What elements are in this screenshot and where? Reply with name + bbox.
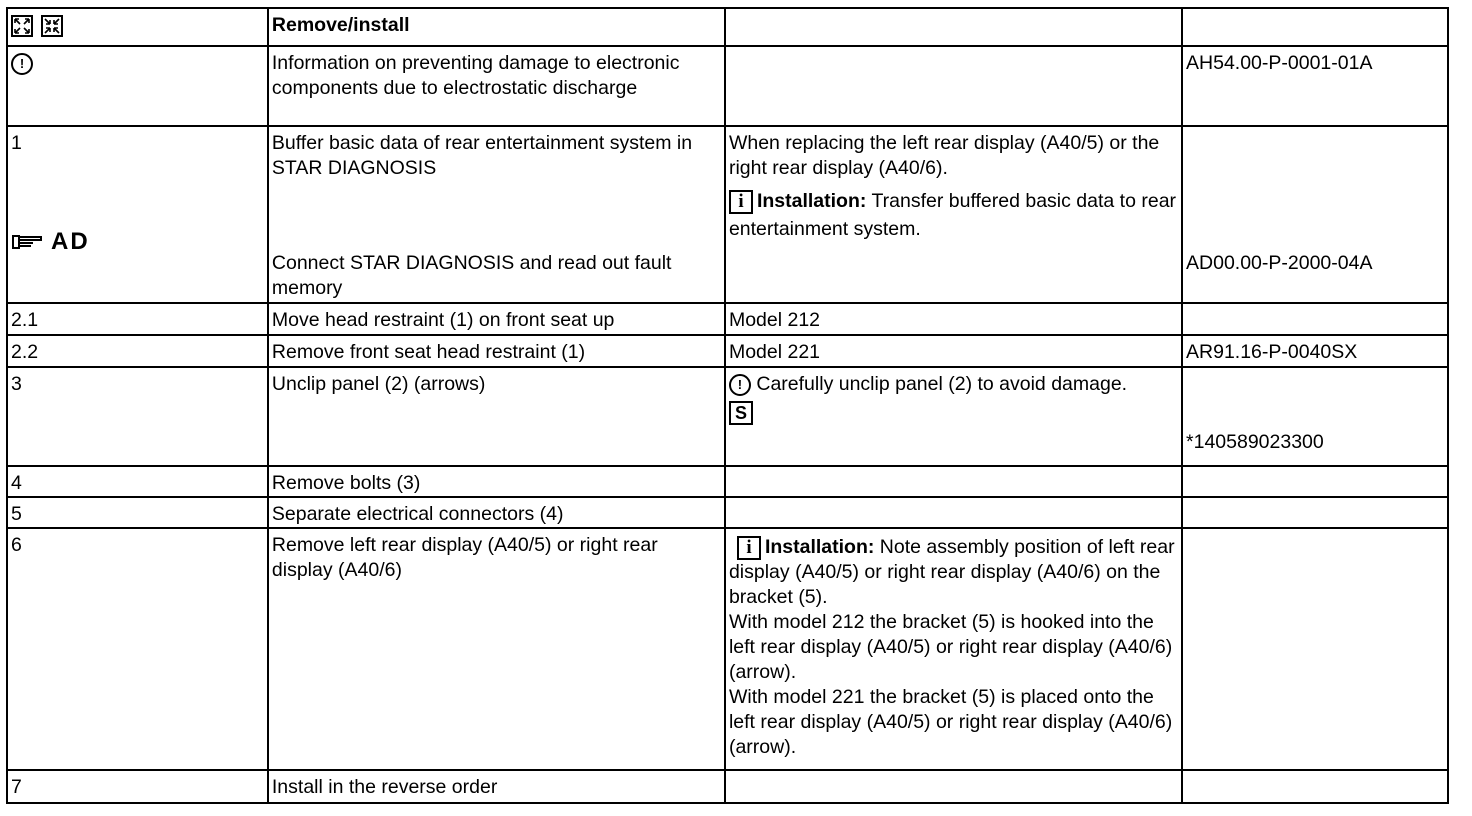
action-cell: Remove front seat head restraint (1)	[268, 335, 725, 367]
ref-link[interactable]: AR91.16-P-0040SX	[1182, 335, 1448, 367]
diagnosis-reference	[11, 229, 90, 254]
action-cell: Separate electrical connectors (4)	[268, 497, 725, 528]
notes-cell: Model 212	[725, 303, 1182, 335]
action-cell: Information on preventing damage to electronic components due to electrostatic discharge	[268, 46, 725, 126]
model-212-note: With model 212 the bracket (5) is hooked into the left rear display (A40/5) or right rear display (A40/6) (arrow).	[728, 611, 1173, 683]
ref-cell	[1182, 367, 1448, 466]
action-cell: Install in the reverse order	[268, 770, 725, 803]
caution-text: Carefully unclip panel (2) to avoid damage.	[756, 373, 1128, 395]
table-row	[7, 46, 1448, 126]
step-cell: 5	[7, 497, 268, 528]
installation-label: Installation:	[764, 536, 875, 558]
ref-cell	[1182, 497, 1448, 528]
ad-label: AD	[51, 228, 90, 255]
step-cell: 3	[7, 367, 268, 466]
table-row	[7, 126, 1448, 303]
notes-cell	[725, 126, 1182, 303]
caution-icon: !	[729, 374, 751, 396]
table-row	[7, 770, 1448, 803]
ref-cell	[1182, 528, 1448, 770]
step-cell: 2.2	[7, 335, 268, 367]
step-cell	[7, 126, 268, 303]
notes-cell	[725, 466, 1182, 497]
notes-cell	[725, 497, 1182, 528]
ref-cell	[1182, 770, 1448, 803]
step-cell: 4	[7, 466, 268, 497]
action-cell	[268, 126, 725, 303]
installation-text: Transfer buffered basic data to rear entertainment system.	[728, 190, 1177, 240]
ref-link[interactable]: AH54.00-P-0001-01A	[1182, 46, 1448, 126]
notes-cell: Model 221	[725, 335, 1182, 367]
notes-cell	[725, 528, 1182, 770]
ref-cell	[1182, 303, 1448, 335]
notes-cell	[725, 46, 1182, 126]
header-notes-cell	[725, 8, 1182, 46]
step-cell: 6	[7, 528, 268, 770]
procedure-table	[6, 7, 1449, 804]
collapse-icon[interactable]	[41, 15, 63, 37]
action-cell: Remove left rear display (A40/5) or right rear display (A40/6)	[268, 528, 725, 770]
table-row	[7, 528, 1448, 770]
installation-note	[729, 187, 1178, 243]
step-cell: 2.1	[7, 303, 268, 335]
ref-cell	[1182, 126, 1448, 303]
table-row	[7, 466, 1448, 497]
action-cell: Unclip panel (2) (arrows)	[268, 367, 725, 466]
table-row	[7, 497, 1448, 528]
header-ref-cell	[1182, 8, 1448, 46]
tool-number[interactable]: *140589023300	[1186, 431, 1324, 453]
info-icon: i	[737, 536, 761, 560]
step-cell	[7, 46, 268, 126]
header-icons-cell	[7, 8, 268, 46]
ref-cell	[1182, 466, 1448, 497]
header-title: Remove/install	[268, 8, 725, 46]
step-number: 1	[11, 132, 22, 154]
expand-icon[interactable]	[11, 15, 33, 37]
model-221-note: With model 221 the bracket (5) is placed onto the left rear display (A40/5) or right rear display (A40/6) (arrow).	[728, 686, 1173, 758]
notes-cell	[725, 770, 1182, 803]
notes-cell	[725, 367, 1182, 466]
table-row	[7, 367, 1448, 466]
caution-note	[729, 372, 1178, 397]
action-cell: Move head restraint (1) on front seat up	[268, 303, 725, 335]
installation-label: Installation:	[756, 190, 867, 212]
installation-text: Note assembly position of left rear display (A40/5) or right rear display (A40/6) on the bracket (5).	[728, 536, 1175, 608]
sub-action-text: Connect STAR DIAGNOSIS and read out fault memory	[271, 252, 672, 299]
pointing-hand-icon	[11, 232, 47, 252]
special-tool-icon: S	[729, 401, 753, 425]
header-row	[7, 8, 1448, 46]
notes-text: When replacing the left rear display (A40/5) or the right rear display (A40/6).	[728, 132, 1160, 179]
table-row	[7, 303, 1448, 335]
step-cell: 7	[7, 770, 268, 803]
action-cell: Remove bolts (3)	[268, 466, 725, 497]
action-text: Buffer basic data of rear entertainment system in STAR DIAGNOSIS	[271, 132, 693, 179]
installation-note	[729, 535, 1178, 610]
ref-link[interactable]: AD00.00-P-2000-04A	[1186, 252, 1373, 274]
table-row	[7, 335, 1448, 367]
electrostatic-warning-icon: !	[11, 53, 33, 75]
info-icon: i	[729, 190, 753, 214]
